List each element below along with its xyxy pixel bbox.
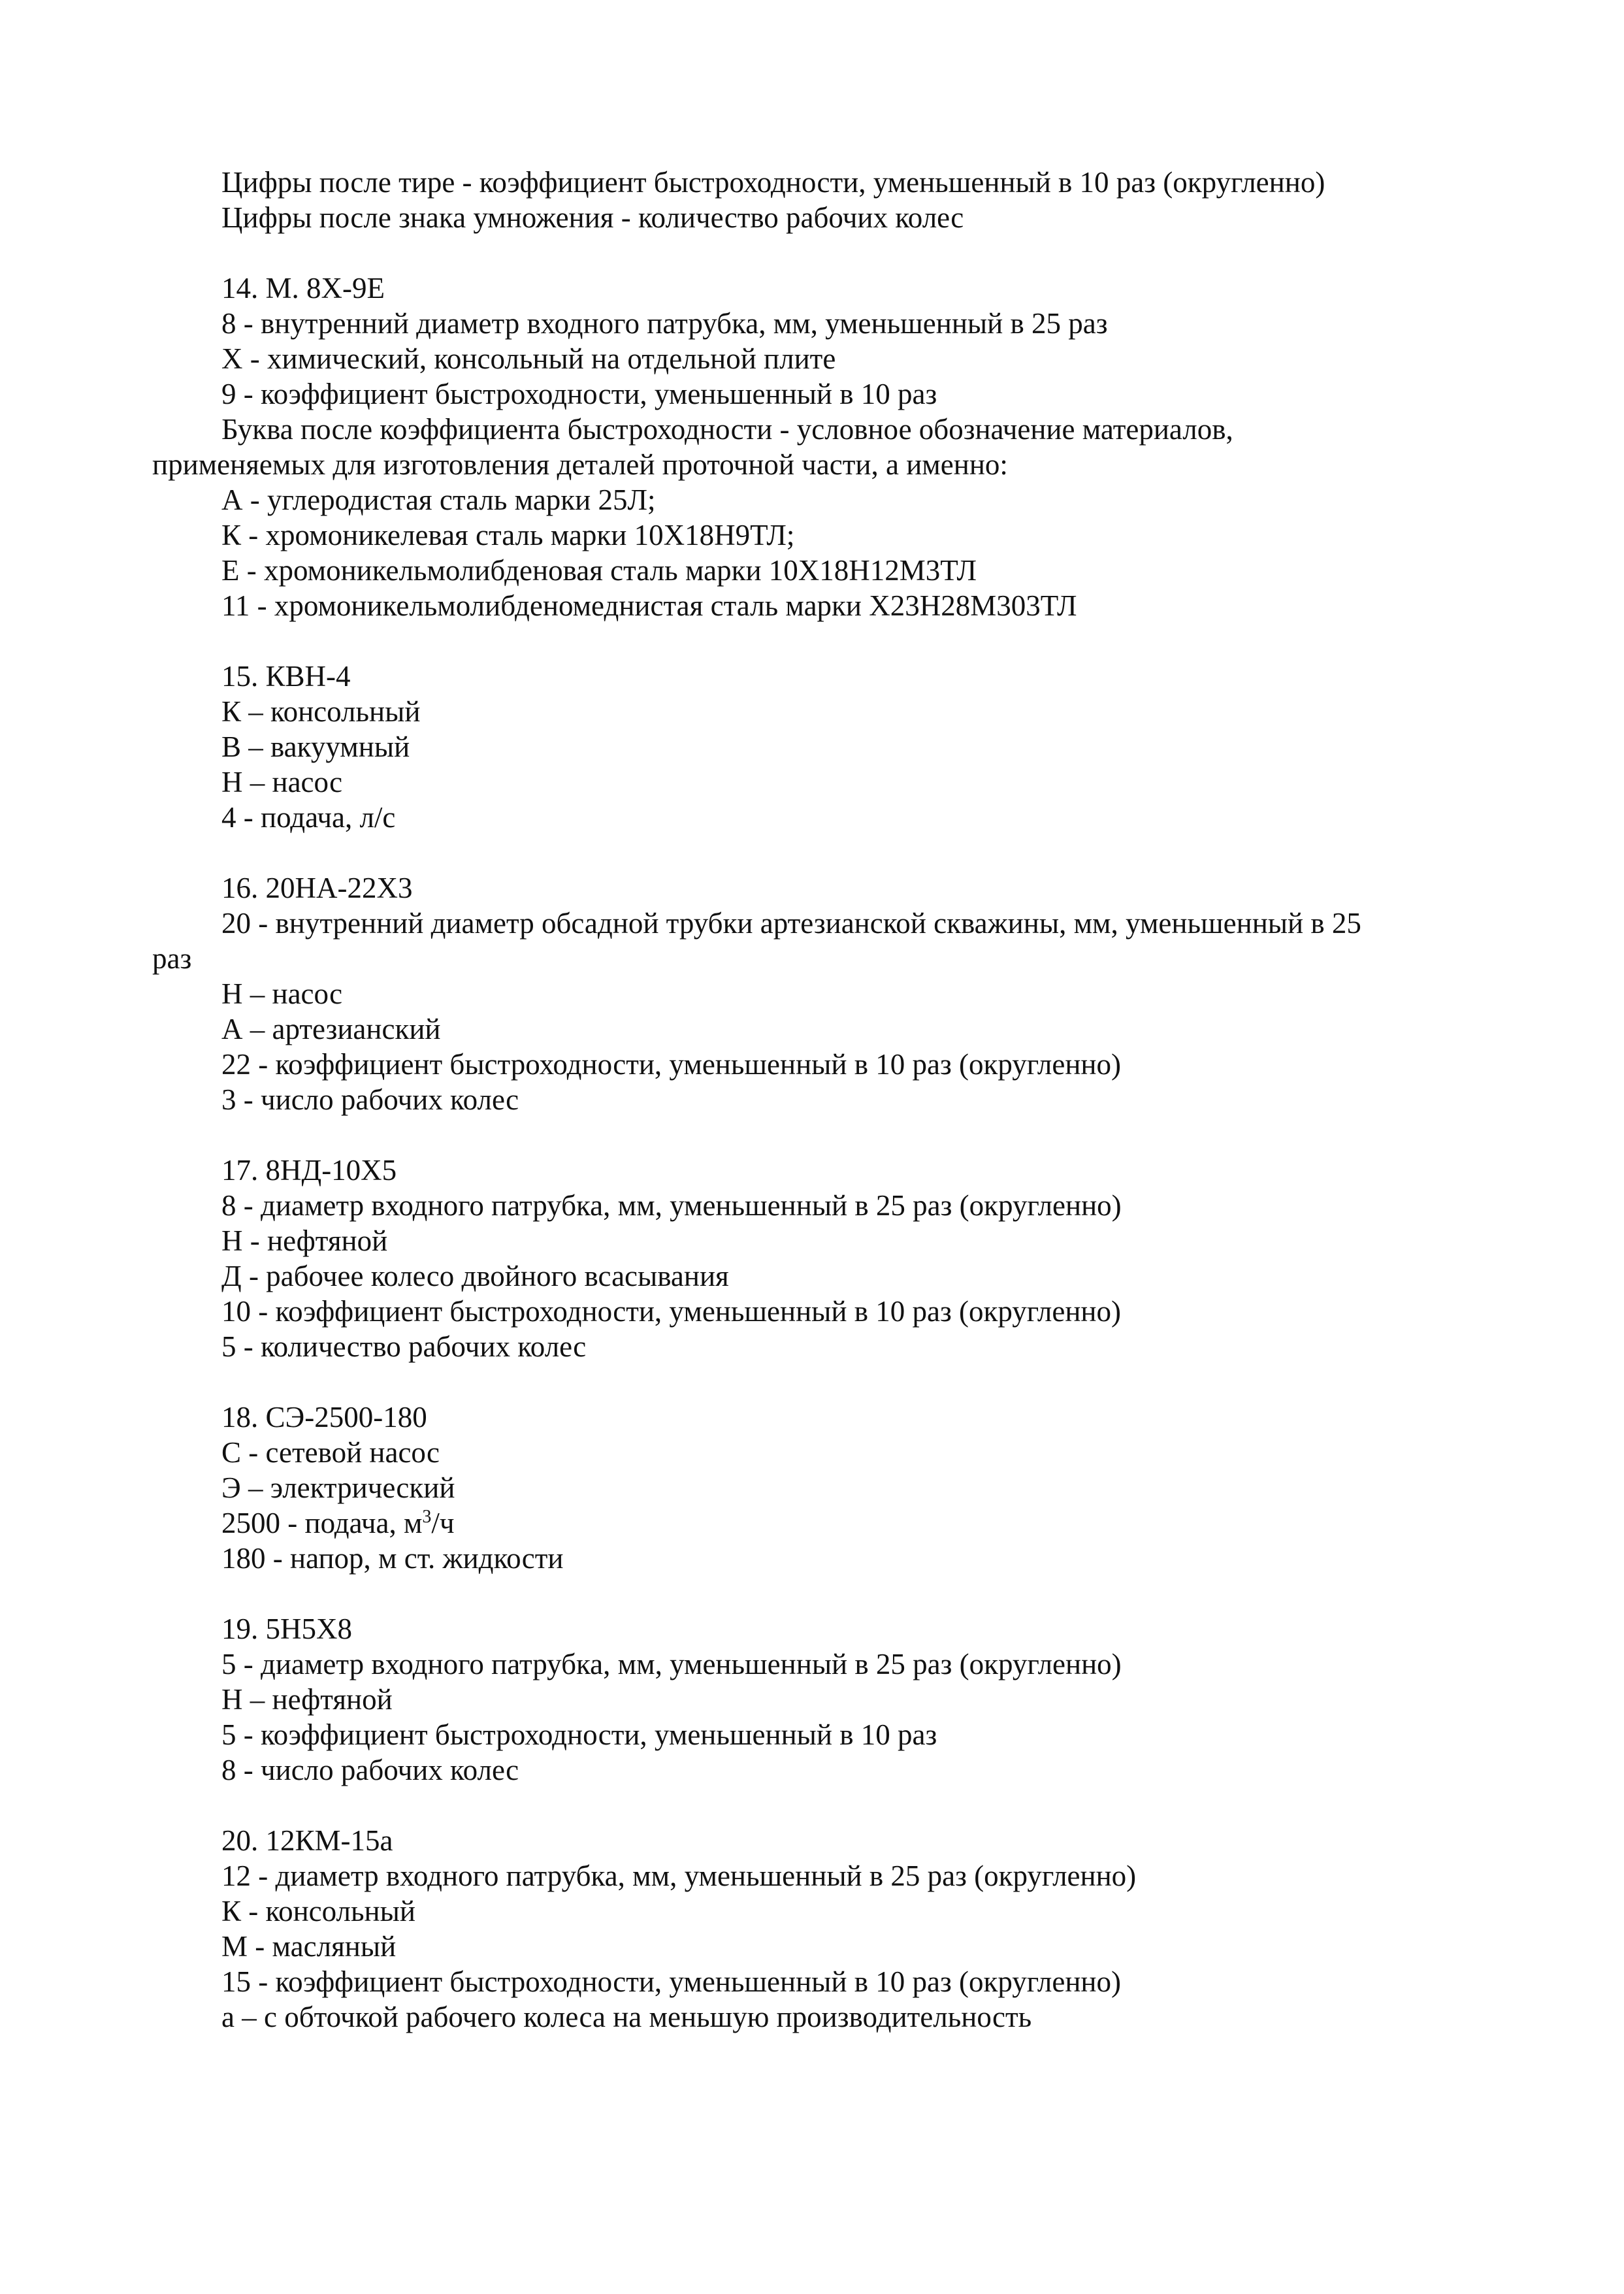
section-20-line: М - масляный	[221, 1930, 397, 1963]
section-14-line: 9 - коэффициент быстроходности, уменьшенный в 10 раз	[221, 378, 937, 410]
section-16-line: Н – насос	[221, 977, 343, 1010]
section-20-line: К - консольный	[221, 1895, 415, 1927]
section-20-line: 15 - коэффициент быстроходности, уменьшенный в 10 раз (округленно)	[221, 1965, 1122, 1998]
section-16-line: А – артезианский	[221, 1013, 441, 1045]
superscript-exponent: 3	[422, 1507, 432, 1527]
intro-line: Цифры после тире - коэффициент быстроходности, уменьшенный в 10 раз (округленно)	[221, 166, 1325, 199]
section-15-line: В – вакуумный	[221, 730, 410, 763]
material-item: К - хромоникелевая сталь марки 10Х18Н9ТЛ;	[221, 519, 795, 551]
section-16-line: 20 - внутренний диаметр обсадной трубки артезианской скважины, мм, уменьшенный в 25	[221, 907, 1361, 940]
section-18-flow-line	[152, 1505, 1472, 1541]
section-20-title: 20. 12КМ-15а	[221, 1824, 393, 1857]
section-19-line: 5 - диаметр входного патрубка, мм, уменьшенный в 25 раз (округленно)	[221, 1648, 1122, 1680]
section-19-title: 19. 5Н5Х8	[221, 1613, 352, 1645]
section-17-line: 10 - коэффициент быстроходности, уменьшенный в 10 раз (округленно)	[221, 1295, 1122, 1328]
document-body	[152, 165, 1472, 2035]
section-14-paragraph-start: Буква после коэффициента быстроходности - условное обозначение материалов,	[221, 413, 1233, 446]
section-gap	[152, 835, 1472, 870]
section-17-line: Н - нефтяной	[221, 1224, 388, 1257]
section-15-line: Н – насос	[221, 766, 343, 798]
section-16-line: 22 - коэффициент быстроходности, уменьшенный в 10 раз (округленно)	[221, 1048, 1122, 1081]
flow-unit: /ч	[431, 1507, 455, 1539]
section-18-line: 180 - напор, м ст. жидкости	[221, 1542, 564, 1575]
section-20-line: 12 - диаметр входного патрубка, мм, уменьшенный в 25 раз (округленно)	[221, 1860, 1137, 1892]
section-20-line: а – с обточкой рабочего колеса на меньшую производительность	[221, 2001, 1032, 2033]
material-item: Е - хромоникельмолибденовая сталь марки 10Х18Н12М3ТЛ	[221, 554, 977, 587]
section-17-line: 8 - диаметр входного патрубка, мм, уменьшенный в 25 раз (округленно)	[221, 1189, 1122, 1222]
section-gap	[152, 1576, 1472, 1611]
section-19-line: 5 - коэффициент быстроходности, уменьшенный в 10 раз	[221, 1718, 937, 1751]
section-19-line: 8 - число рабочих колес	[221, 1754, 519, 1786]
section-gap	[152, 235, 1472, 270]
intro-line: Цифры после знака умножения - количество рабочих колес	[221, 201, 964, 234]
section-17-line: 5 - количество рабочих колес	[221, 1330, 587, 1363]
section-19-line: Н – нефтяной	[221, 1683, 393, 1716]
section-14-title: 14. М. 8Х-9Е	[221, 272, 385, 304]
section-17-title: 17. 8НД-10Х5	[221, 1154, 397, 1187]
section-gap	[152, 1117, 1472, 1153]
section-15-title: 15. КВН-4	[221, 660, 351, 693]
section-gap	[152, 1788, 1472, 1823]
section-18-line: Э – электрический	[221, 1471, 455, 1504]
section-18-line: С - сетевой насос	[221, 1436, 440, 1469]
section-15-line: К – консольный	[221, 695, 421, 728]
section-14-paragraph-continuation: применяемых для изготовления деталей проточной части, а именно:	[152, 448, 1008, 481]
section-gap	[152, 623, 1472, 659]
material-item: 11 - хромоникельмолибденомеднистая сталь марки Х23Н28М303ТЛ	[221, 589, 1077, 622]
flow-text: 2500 - подача, м	[221, 1507, 423, 1539]
section-14-line: 8 - внутренний диаметр входного патрубка, мм, уменьшенный в 25 раз	[221, 307, 1108, 340]
section-14-line: Х - химический, консольный на отдельной плите	[221, 342, 836, 375]
section-17-line: Д - рабочее колесо двойного всасывания	[221, 1260, 729, 1292]
section-16-title: 16. 20НА-22Х3	[221, 872, 413, 904]
section-gap	[152, 1364, 1472, 1400]
section-16-line: 3 - число рабочих колес	[221, 1083, 519, 1116]
section-18-title: 18. СЭ-2500-180	[221, 1401, 427, 1434]
material-item: А - углеродистая сталь марки 25Л;	[221, 483, 656, 516]
section-15-line: 4 - подача, л/с	[221, 801, 396, 834]
section-16-line-continuation: раз	[152, 942, 192, 975]
